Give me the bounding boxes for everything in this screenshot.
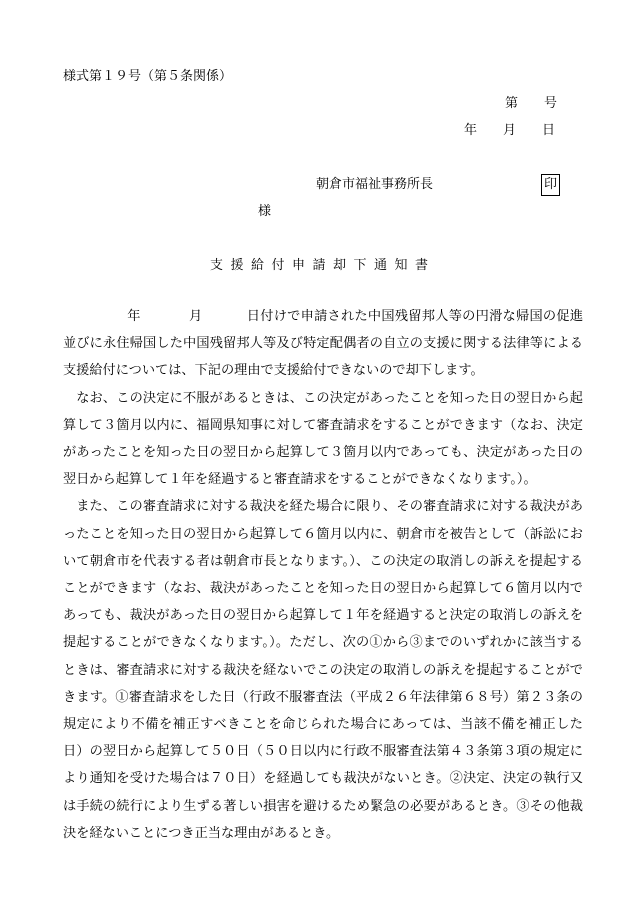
document-body bbox=[63, 303, 583, 847]
body-paragraph-3: また、この審査請求に対する裁決を経た場合に限り、その審査請求に対する裁決があったことを知った日の翌日から起算して６箇月以内に、朝倉市を被告として（訴訟において朝倉市を代表する者は朝倉市長となります。）、この決定の取消しの訴えを提起することができます（なお、裁決があったことを知った日の翌日から起算して６箇月以内であっても、裁決があった日の翌日から起算して１年を経過すると決定の取消しの訴えを提起することができなくなります。）。ただし、次の①から③までのいずれかに該当するときは、審査請求に対する裁決を経ないでこの決定の取消しの訴えを提起することができます。①審査請求をした日（行政不服審査法（平成２６年法律第６８号）第２３条の規定により不備を補正すべきことを命じられた場合にあっては、当該不備を補正した日）の翌日から起算して５０日（５０日以内に行政不服審査法第４３条第３項の規定により通知を受けた場合は７０日）を経過しても裁決がないとき。②決定、決定の執行又は手続の続行により生ずる著しい損害を避けるため緊急の必要があるとき。③その他裁決を経ないことにつき正当な理由があるとき。 bbox=[63, 499, 583, 841]
recipient-suffix: 様 bbox=[258, 204, 272, 219]
body-paragraph-2: なお、この決定に不服があるときは、この決定があったことを知った日の翌日から起算して３箇月以内に、福岡県知事に対して審査請求をすることができます（なお、決定があったことを知った日の翌日から起算して３箇月以内であっても、決定があった日の翌日から起算して１年を経過すると審査請求をすることができなくなります。）。 bbox=[63, 390, 583, 488]
seal-box: 印 bbox=[541, 174, 560, 196]
lead-year: 年 bbox=[127, 309, 141, 324]
body-paragraph-1 bbox=[63, 303, 583, 385]
document-number: 第 号 bbox=[505, 96, 558, 111]
lead-month: 月 bbox=[188, 309, 203, 324]
paragraph-1-text: 日付けで申請された中国残留邦人等の円滑な帰国の促進並びに永住帰国した中国残留邦人等及び特定配偶者の自立の支援に関する法律等による支援給付については、下記の理由で支援給付できないので却下します。 bbox=[63, 309, 584, 379]
document-title: 支援給付申請却下通知書 bbox=[210, 258, 436, 273]
issuer-name: 朝倉市福祉事務所長 bbox=[316, 177, 434, 192]
form-number: 様式第１９号（第５条関係） bbox=[63, 69, 233, 84]
document-date: 年 月 日 bbox=[464, 123, 556, 138]
